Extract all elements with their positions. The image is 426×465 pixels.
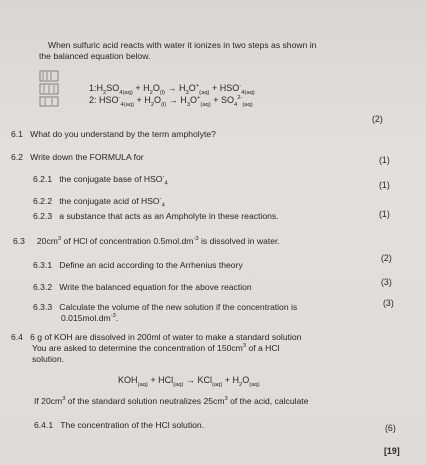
question-number: 6.1 [11, 129, 23, 139]
marks-6-3-3: (3) [383, 298, 394, 308]
marks-6-4-1: (6) [385, 423, 396, 433]
marks-6-3-2: (3) [381, 277, 392, 287]
total-marks: [19] [384, 446, 400, 456]
marks-6-3-1: (2) [381, 253, 392, 263]
question-6-2-3: 6.2.3 a substance that acts as an Ampholyte in these reactions. [33, 211, 279, 221]
question-6-3: 6.3 $20cm^3$ of HCl of concentration $0.5mol.dm^{-3}$ is dissolved in water. [13, 236, 280, 246]
question-6-4-line-2: You are asked to determine the concentration of $150cm^3$ of a HCl [32, 343, 280, 353]
marks-6-2-2: (1) [379, 180, 390, 190]
question-6-4-1: 6.4.1 The concentration of the HCl solution. [34, 420, 205, 430]
question-6-4-line-3: solution. [32, 354, 65, 364]
stamp-mark [39, 70, 59, 108]
equation-1: $1:H_2SO_{4(aq)} + H_2O_{(l)} \to H_3O^+_{(aq)} + HSO^-_{4(aq)}$ [89, 83, 255, 96]
arrow-icon: → [168, 95, 178, 105]
question-6-2-2: 6.2.2 the conjugate acid of $HSO^-_4$ [33, 196, 165, 209]
question-6-3-1: 6.3.1 Define an acid according to the Arrhenius theory [33, 260, 243, 270]
marks-equations: (2) [372, 114, 383, 124]
question-6-2: 6.2 Write down the FORMULA for [11, 152, 144, 162]
equation-2: 2: $HSO^-_{4(aq)} + H_2O_{(l)} \to H_3O^+_{(aq)} + SO_4^{2-}_{(aq)}$ [89, 95, 253, 108]
arrow-icon: → [167, 83, 177, 93]
arrow-icon: → [185, 375, 198, 385]
intro-line-1: When sulfuric acid reacts with water it ionizes in two steps as shown in [48, 40, 317, 50]
question-6-1: 6.1 What do you understand by the term ampholyte? [11, 129, 216, 139]
neutralize-statement: If $20cm^3$ of the standard solution neutralizes $25cm^3$ of the acid, calculate [34, 396, 309, 406]
marks-6-2-1: (1) [379, 155, 390, 165]
question-6-3-3-cont: $0.015mol.dm^{-3}$. [61, 313, 119, 323]
intro-line-2: the balanced equation below. [39, 51, 151, 61]
question-6-4: 6.4 6 g of KOH are dissolved in 200ml of water to make a standard solution [11, 332, 302, 342]
koh-equation: $KOH_{(aq)} + HCl_{(aq)} \to KCl_{(aq)} + H_2O_{(aq)}$ [118, 375, 260, 388]
marks-6-2-3: (1) [379, 209, 390, 219]
question-6-2-1: 6.2.1 the conjugate base of $HSO^-_4$ [33, 174, 168, 187]
question-6-3-2: 6.3.2 Write the balanced equation for the above reaction [33, 282, 252, 292]
question-6-3-3: 6.3.3 Calculate the volume of the new solution if the concentration is [33, 302, 298, 312]
